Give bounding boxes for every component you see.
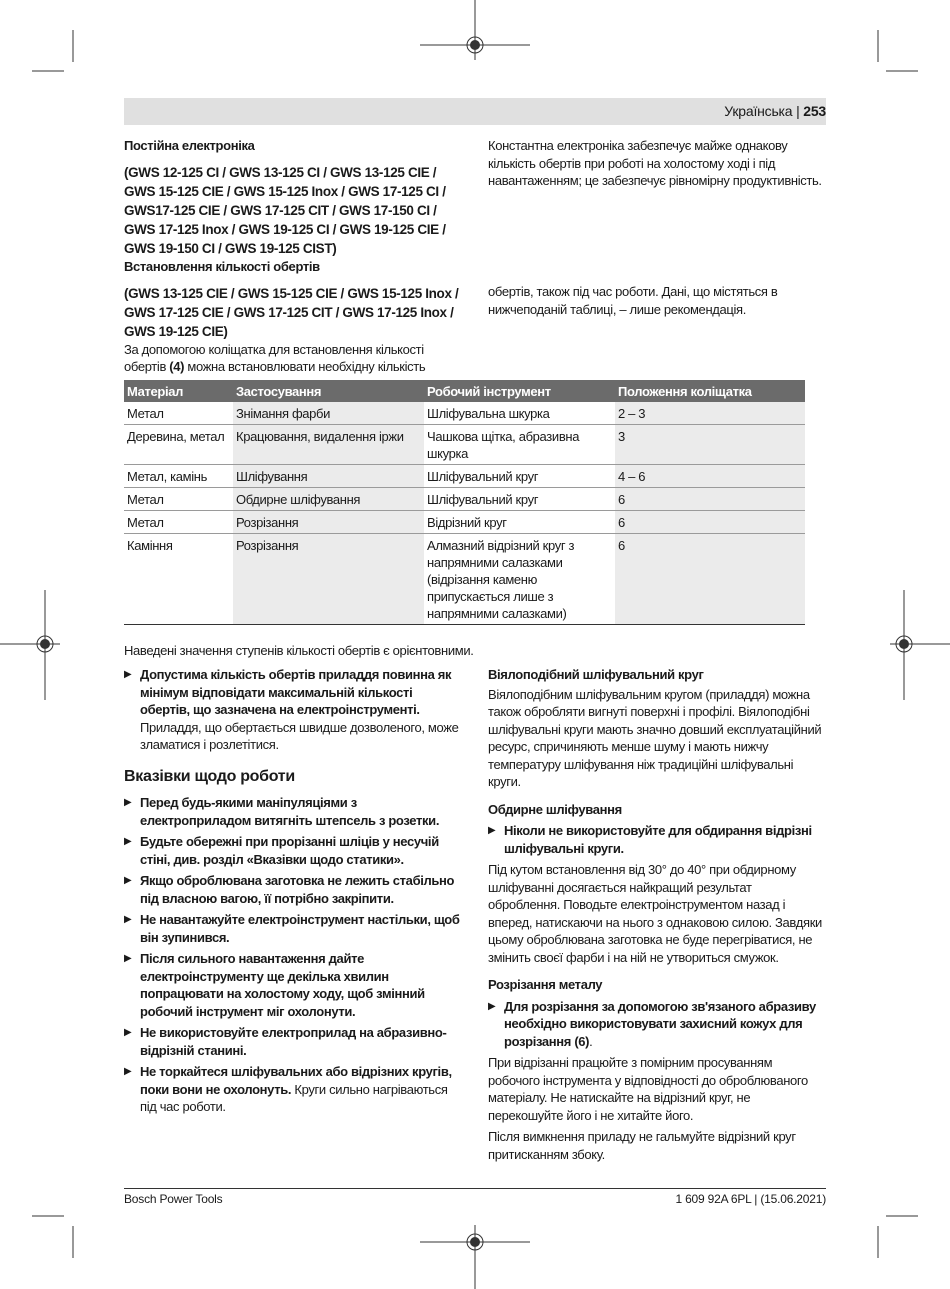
bullet-arrow-icon: ▶ <box>488 825 496 836</box>
speed-setting-text-b: можна встановлювати необхідну кількість <box>184 359 426 374</box>
bullet-arrow-icon: ▶ <box>124 669 132 680</box>
list-item-bold: Будьте обережні при прорізанні шліців у несучій стіні, див. розділ «Вказівки щодо статики». <box>140 834 439 867</box>
footer-left: Bosch Power Tools <box>124 1192 223 1206</box>
constant-electronics-models: (GWS 12-125 CI / GWS 13-125 CI / GWS 13-125 CIE / GWS 15-125 CIE / GWS 15-125 Inox / GWS 17-125 CI / GWS17-125 CIE / GWS 17-125 CIT / GWS 17-150 CI / GWS 17-125 Inox / GWS 19-125 CI / GWS 19-125 CIE / GWS 19-150 CI / GWS 19-125 CIST) <box>124 164 446 256</box>
bullet-arrow-icon: ▶ <box>488 1000 496 1012</box>
table-header: Застосування <box>233 380 424 402</box>
list-item <box>124 833 464 868</box>
speed-setting-models: (GWS 13-125 CIE / GWS 15-125 CIE / GWS 15-125 Inox / GWS 17-125 CIE / GWS 17-125 CIT / GWS 17-125 Inox / GWS 19-125 CIE) <box>124 285 459 339</box>
table-row <box>124 488 805 511</box>
bullet-arrow-icon: ▶ <box>124 1027 132 1038</box>
table-cell: Обдирне шліфування <box>233 488 424 511</box>
table-cell: 2 – 3 <box>615 402 805 425</box>
list-item <box>124 911 464 946</box>
bullet-arrow-icon: ▶ <box>124 1066 132 1077</box>
list-item-bold: Після сильного навантаження дайте електроінструменту ще декілька хвилин попрацювати на холостому ходу, щоб змінний робочий інструмент міг охолонути. <box>140 951 425 1019</box>
bullet-arrow-icon: ▶ <box>124 797 132 808</box>
table-row <box>124 534 805 625</box>
list-item-text: Круги сильно нагріваються під час роботи. <box>140 1081 448 1114</box>
table-header: Матеріал <box>124 380 233 402</box>
speed-setting-text-right: обертів, також під час роботи. Дані, що містяться в нижчеподаній таблиці, – лише рекомендація. <box>488 284 778 317</box>
metal-cutting-bullet <box>488 998 826 1051</box>
speed-wheel-ref: (4) <box>169 359 185 374</box>
table-cell: Відрізний круг <box>424 511 615 534</box>
table-cell: Алмазний відрізний круг з напрямними салазками (відрізання каменю припускається лише з напрямними салазками) <box>424 534 615 625</box>
rough-grinding-bullet <box>488 822 826 857</box>
bullet-arrow-icon: ▶ <box>124 914 132 925</box>
speed-table <box>124 380 805 625</box>
cut-bullet-end: . <box>589 1033 593 1049</box>
table-cell: 3 <box>615 425 805 465</box>
speed-setting-title: Встановлення кількості обертів <box>124 259 320 274</box>
table-cell: Метал, камінь <box>124 465 233 488</box>
list-item-bold: Не навантажуйте електроінструмент настільки, щоб він зупинився. <box>140 912 460 945</box>
list-item <box>124 950 464 1020</box>
section-title: Вказівки щодо роботи <box>124 767 295 785</box>
table-cell: Розрізання <box>233 511 424 534</box>
table-cell: Метал <box>124 488 233 511</box>
list-item-bold: Якщо оброблювана заготовка не лежить стабільно під власною вагою, її потрібно закріпити. <box>140 873 455 906</box>
bullet-arrow-icon: ▶ <box>124 875 132 886</box>
list-item-bold: Не використовуйте електроприлад на абразивно-відрізній станині. <box>140 1025 447 1058</box>
table-cell: Деревина, метал <box>124 425 233 465</box>
list-item <box>124 872 464 907</box>
table-row <box>124 511 805 534</box>
table-cell: Метал <box>124 511 233 534</box>
constant-electronics-text: Константна електроніка забезпечує майже однакову кількість обертів при роботі на холостому ході і під навантаженням; це забезпечує рівномірну продуктивність. <box>488 138 822 188</box>
table-row <box>124 425 805 465</box>
bullet-arrow-icon: ▶ <box>124 836 132 847</box>
table-cell: Розрізання <box>233 534 424 625</box>
table-header-row <box>124 380 805 402</box>
table-cell: Знімання фарби <box>233 402 424 425</box>
table-cell: 6 <box>615 534 805 625</box>
speed-setting-left <box>124 258 466 376</box>
list-item <box>124 1063 464 1116</box>
constant-electronics-right <box>488 137 826 190</box>
metal-cutting-title: Розрізання металу <box>488 977 603 992</box>
warning-text: Приладдя, що обертається швидше дозволеного, може зламатися і розлетітися. <box>140 719 459 752</box>
header-separator: | <box>796 103 800 119</box>
table-cell: 6 <box>615 488 805 511</box>
cut-bullet-bold: Для розрізання за допомогою зв'язаного абразиву необхідно використовувати захисний кожух для розрізання <box>504 998 816 1049</box>
footer-right: 1 609 92A 6PL | (15.06.2021) <box>675 1192 826 1206</box>
page-header <box>724 103 826 119</box>
fan-disc-text: Віялоподібним шліфувальним кругом (приладдя) можна також обробляти вигнуті поверхні і профілі. Віялоподібні шліфувальні круги мають значно довший експлуатаційний ресурс, спричиняють менше шуму і мають нижчу температуру шліфування ніж традиційні шліфувальні круги. <box>488 686 822 789</box>
table-cell: Шліфувальний круг <box>424 465 615 488</box>
table-note: Наведені значення ступенів кількості обертів є орієнтовними. <box>124 643 474 658</box>
header-band <box>124 98 826 125</box>
table-cell: Шліфувальна шкурка <box>424 402 615 425</box>
bullet-arrow-icon: ▶ <box>124 953 132 964</box>
list-item <box>124 1024 464 1059</box>
table-cell: Каміння <box>124 534 233 625</box>
table-cell: 4 – 6 <box>615 465 805 488</box>
table-header: Положення коліщатка <box>615 380 805 402</box>
speed-setting-text <box>124 341 466 376</box>
rough-bullet-bold: Ніколи не використовуйте для обдирання відрізні шліфувальні круги. <box>504 823 812 856</box>
list-item-bold: Не торкайтеся шліфувальних або відрізних кругів, поки вони не охолонуть. <box>140 1064 452 1097</box>
fan-disc-title: Віялоподібний шліфувальний круг <box>488 667 704 682</box>
list-item <box>124 794 464 829</box>
speed-setting-right <box>488 283 826 318</box>
table-cell: 6 <box>615 511 805 534</box>
page-number: 253 <box>803 103 826 119</box>
table-row <box>124 402 805 425</box>
right-column <box>488 666 826 1163</box>
warning-bold: Допустима кількість обертів приладдя повинна як мінімум відповідати максимальній кількості обертів, що зазначена на електроінструменті. <box>140 667 452 717</box>
table-cell: Чашкова щітка, абразивна шкурка <box>424 425 615 465</box>
table-cell: Шліфування <box>233 465 424 488</box>
rough-grinding-text: Під кутом встановлення від 30° до 40° при обдирному шліфуванні досягається найкращий результат оброблення. Поводьте електроінструментом назад і вперед, натискаючи на нього з однаковою силою. Завдяки цьому оброблювана заготовка не буде перегріватися, не змінить своєї фарби і на ній не утвориться смужок. <box>488 862 822 965</box>
metal-cutting-text-1: При відрізанні працюйте з помірним просуванням робочого інструмента у відповідності до оброблюваного матеріалу. Не натискайте на відрізний круг, не перекошуйте його і не хитайте його. <box>488 1055 808 1123</box>
list-item-bold: Перед будь-якими маніпуляціями з електроприладом витягніть штепсель з розетки. <box>140 795 440 828</box>
table-cell: Шліфувальний круг <box>424 488 615 511</box>
warning-bullet <box>124 666 464 754</box>
constant-electronics-left <box>124 137 464 258</box>
footer-rule <box>124 1188 826 1189</box>
table-cell: Крацювання, видалення іржи <box>233 425 424 465</box>
left-column <box>124 666 464 1120</box>
guard-ref: (6) <box>574 1033 590 1049</box>
header-language: Українська <box>724 103 793 119</box>
rough-grinding-title: Обдирне шліфування <box>488 801 622 817</box>
table-header: Робочий інструмент <box>424 380 615 402</box>
speed-setting-text-a: За допомогою коліщатка для встановлення кількості обертів <box>124 341 424 374</box>
constant-electronics-title: Постійна електроніка <box>124 138 255 153</box>
table-cell: Метал <box>124 402 233 425</box>
table-row <box>124 465 805 488</box>
metal-cutting-text-2: Після вимкнення приладу не гальмуйте відрізний круг притисканням збоку. <box>488 1129 796 1162</box>
